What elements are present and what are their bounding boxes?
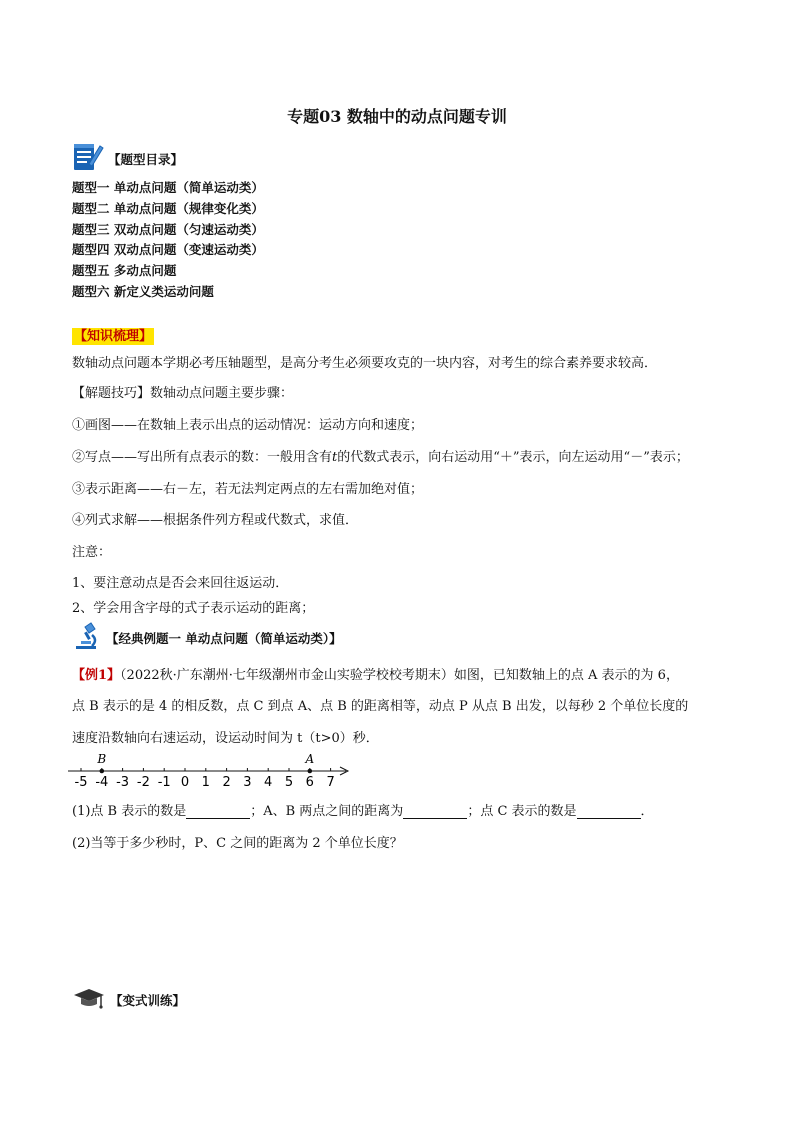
question-2: (2)当等于多少秒时，P、C 之间的距离为 2 个单位长度？ [72, 836, 403, 851]
catalog-item: 题型二 单动点问题（规律变化类） [72, 200, 264, 216]
axis-tick-label: 7 [326, 775, 335, 790]
example-line-1 [72, 664, 679, 683]
axis-point [308, 769, 313, 774]
knowledge-intro: 数轴动点问题本学期必考压轴题型，是高分考生必须要攻克的一块内容，对考生的综合素养要求较高． [72, 356, 658, 371]
q1-part-c: ；点 C 表示的数是 [467, 804, 577, 819]
axis-tick-label: -2 [136, 775, 150, 790]
step-2-part-b: 的代数式表示，向右运动用“＋”表示，向左运动用“－”表示； [337, 450, 689, 465]
answer-blank-c[interactable] [577, 806, 641, 819]
catalog-item: 题型三 双动点问题（匀速运动类） [72, 221, 264, 237]
step-2 [72, 446, 689, 465]
example-line-2: 点 B 表示的是 4 的相反数，点 C 到点 A、点 B 的距离相等，动点 P 从点 B 出发，以每秒 2 个单位长度的 [72, 699, 689, 714]
catalog-item: 题型六 新定义类运动问题 [72, 283, 214, 299]
catalog-list [72, 178, 264, 303]
knowledge-tag: 【知识梳理】 [74, 329, 153, 344]
catalog-item: 题型一 单动点问题（简单运动类） [72, 180, 264, 195]
example-heading: 【经典例题一 单动点问题（简单运动类）】 [106, 631, 342, 646]
number-line [68, 748, 358, 794]
catalog-item: 题型四 双动点问题（变速运动类） [72, 242, 264, 258]
axis-tick-label: 6 [305, 775, 314, 790]
q1-part-d: ． [640, 804, 654, 819]
note-1: 1、要注意动点是否会来回往返运动． [72, 576, 289, 591]
q1-part-a: (1)点 B 表示的数是 [72, 804, 187, 819]
note-2: 2、学会用含字母的式子表示运动的距离； [72, 601, 315, 616]
axis-tick-label: 3 [243, 775, 252, 790]
axis-tick-label: -1 [157, 775, 171, 790]
step-1: ①画图——在数轴上表示出点的运动情况：运动方向和速度； [72, 418, 424, 433]
axis-point-label: B [97, 752, 107, 766]
tips-heading: 【解题技巧】数轴动点问题主要步骤： [72, 386, 294, 401]
note-heading: 注意： [72, 545, 112, 560]
example-label: 【例1】 [72, 668, 121, 683]
axis-point [100, 769, 105, 774]
axis-tick-label: 4 [264, 775, 273, 790]
answer-blank-ab[interactable] [403, 806, 467, 819]
page-title: 专题03 数轴中的动点问题专训 [287, 107, 507, 126]
answer-blank-b[interactable] [186, 806, 250, 819]
variable-t: t [332, 450, 338, 465]
axis-tick-label: -4 [95, 775, 109, 790]
axis-tick-label: 5 [284, 775, 294, 790]
graduation-cap-icon [72, 986, 106, 1012]
example-text-1: （2022秋·广东潮州·七年级潮州市金山实验学校校考期末）如图，已知数轴上的点 A 表示的为 6， [120, 668, 679, 683]
step-4: ④列式求解——根据条件列方程或代数式，求值． [72, 513, 359, 528]
knowledge-tag-wrap [72, 325, 154, 344]
question-1 [72, 800, 654, 819]
catalog-heading: 【题型目录】 [108, 152, 184, 167]
axis-tick-label: 1 [201, 775, 210, 790]
catalog-item: 题型五 多动点问题 [72, 263, 177, 279]
step-2-part-a: ②写点——写出所有点表示的数：一般用含有 [72, 450, 333, 465]
microscope-icon [72, 621, 102, 651]
axis-point-label: A [305, 752, 315, 766]
step-3: ③表示距离——右－左，若无法判定两点的左右需加绝对值； [72, 482, 424, 497]
axis-tick-label: -5 [74, 775, 88, 790]
axis-tick-label: -3 [116, 775, 130, 790]
q1-part-b: ；A、B 两点之间的距离为 [250, 804, 404, 819]
practice-heading: 【变式训练】 [110, 993, 186, 1008]
axis-tick-label: 2 [222, 775, 231, 790]
example-line-3: 速度沿数轴向右速运动，设运动时间为 t（t>0）秒． [72, 731, 379, 746]
notepad-pencil-icon [72, 142, 104, 172]
axis-tick-label: 0 [180, 775, 190, 790]
